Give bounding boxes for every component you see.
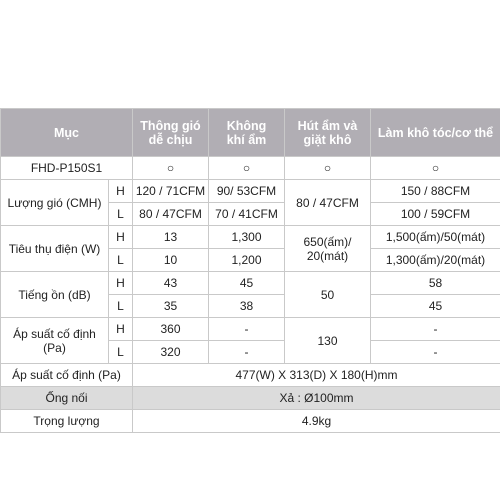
table-row-model xyxy=(1,157,500,180)
power-c3: 650(ấm)/ 20(mát) xyxy=(285,226,371,272)
noise-label: Tiếng ồn (dB) xyxy=(1,272,109,318)
pressure-l-c4: - xyxy=(371,341,500,364)
weight-value: 4.9kg xyxy=(133,410,500,433)
model-c2: ○ xyxy=(209,157,285,180)
airflow-l-marker: L xyxy=(109,203,133,226)
airflow-l-c2: 70 / 41CFM xyxy=(209,203,285,226)
header-comfort-ventilation: Thông gió dễ chịu xyxy=(133,109,209,157)
dimensions-value: 477(W) X 313(D) X 180(H)mm xyxy=(133,364,500,387)
pressure-l-marker: L xyxy=(109,341,133,364)
spec-table xyxy=(0,108,500,433)
noise-h-c2: 45 xyxy=(209,272,285,295)
noise-l-c1: 35 xyxy=(133,295,209,318)
table-row-power-h xyxy=(1,226,500,249)
power-l-c1: 10 xyxy=(133,249,209,272)
dimensions-label: Áp suất cố định (Pa) xyxy=(1,364,133,387)
duct-value: Xả : Ø100mm xyxy=(133,387,500,410)
table-row-duct xyxy=(1,387,500,410)
airflow-label: Lượng gió (CMH) xyxy=(1,180,109,226)
noise-l-c4: 45 xyxy=(371,295,500,318)
spec-table-container xyxy=(0,108,500,433)
pressure-h-c4: - xyxy=(371,318,500,341)
model-name: FHD-P150S1 xyxy=(1,157,133,180)
power-h-c2: 1,300 xyxy=(209,226,285,249)
model-c1: ○ xyxy=(133,157,209,180)
power-label: Tiêu thụ điện (W) xyxy=(1,226,109,272)
header-item: Mục xyxy=(1,109,133,157)
noise-h-c4: 58 xyxy=(371,272,500,295)
table-row-airflow-h xyxy=(1,180,500,203)
pressure-c3: 130 xyxy=(285,318,371,364)
header-dehumidify-dry: Hút ẩm và giặt khô xyxy=(285,109,371,157)
airflow-l-c4: 100 / 59CFM xyxy=(371,203,500,226)
airflow-h-c4: 150 / 88CFM xyxy=(371,180,500,203)
weight-label: Trọng lượng xyxy=(1,410,133,433)
model-c3: ○ xyxy=(285,157,371,180)
power-l-c4: 1,300(ấm)/20(mát) xyxy=(371,249,500,272)
table-row-dimensions xyxy=(1,364,500,387)
power-l-marker: L xyxy=(109,249,133,272)
noise-h-c1: 43 xyxy=(133,272,209,295)
duct-label: Ống nối xyxy=(1,387,133,410)
airflow-c3: 80 / 47CFM xyxy=(285,180,371,226)
pressure-h-marker: H xyxy=(109,318,133,341)
noise-h-marker: H xyxy=(109,272,133,295)
table-header-row xyxy=(1,109,500,157)
power-h-c4: 1,500(ấm)/50(mát) xyxy=(371,226,500,249)
airflow-l-c1: 80 / 47CFM xyxy=(133,203,209,226)
table-row-pressure-h xyxy=(1,318,500,341)
header-humid-air: Không khí ẩm xyxy=(209,109,285,157)
pressure-l-c1: 320 xyxy=(133,341,209,364)
airflow-h-c1: 120 / 71CFM xyxy=(133,180,209,203)
noise-l-c2: 38 xyxy=(209,295,285,318)
power-l-c2: 1,200 xyxy=(209,249,285,272)
power-h-c1: 13 xyxy=(133,226,209,249)
power-h-marker: H xyxy=(109,226,133,249)
header-hair-body-dry: Làm khô tóc/cơ thể xyxy=(371,109,500,157)
model-c4: ○ xyxy=(371,157,500,180)
airflow-h-c2: 90/ 53CFM xyxy=(209,180,285,203)
pressure-label: Áp suất cố định (Pa) xyxy=(1,318,109,364)
pressure-h-c2: - xyxy=(209,318,285,341)
table-row-noise-h xyxy=(1,272,500,295)
noise-l-marker: L xyxy=(109,295,133,318)
airflow-h-marker: H xyxy=(109,180,133,203)
table-row-weight xyxy=(1,410,500,433)
pressure-l-c2: - xyxy=(209,341,285,364)
noise-c3: 50 xyxy=(285,272,371,318)
pressure-h-c1: 360 xyxy=(133,318,209,341)
